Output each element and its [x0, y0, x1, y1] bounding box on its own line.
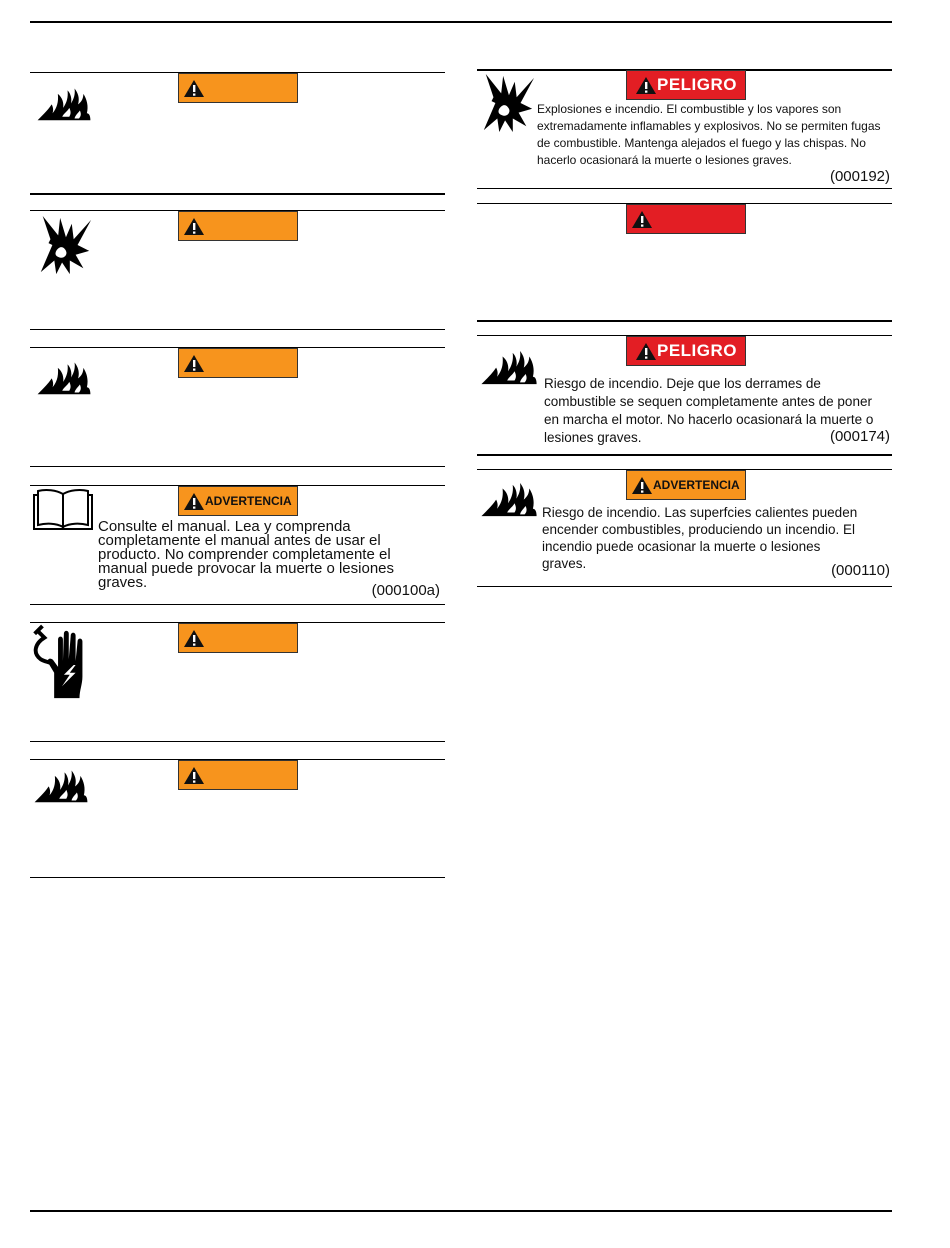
divider: [477, 454, 892, 456]
danger-badge: [626, 336, 746, 366]
explosion-icon: [34, 214, 94, 276]
badge-label: PELIGRO: [656, 75, 737, 94]
warning-triangle-icon: [183, 766, 205, 785]
danger-badge: [626, 204, 746, 234]
warning-badge: [178, 73, 298, 103]
safety-message: Consulte el manual. Lea y comprenda completamente el manual antes de usar el producto. No comprender completamente el manual puede provocar la muerte o lesiones graves.: [98, 518, 395, 591]
badge-label: PELIGRO: [656, 341, 737, 360]
divider: [477, 586, 892, 587]
warning-triangle-icon: [631, 476, 653, 495]
warning-triangle-icon: [635, 342, 657, 361]
warning-badge: [178, 623, 298, 653]
divider: [477, 188, 892, 189]
warning-badge: [178, 486, 298, 516]
badge-label: ADVERTENCIA: [205, 494, 292, 508]
divider: [30, 193, 445, 195]
fire-icon: [34, 78, 94, 122]
warning-triangle-icon: [635, 76, 657, 95]
warning-badge: [178, 211, 298, 241]
message-code: (000100a): [371, 582, 440, 599]
page-bottom-rule: [30, 1210, 892, 1212]
divider: [30, 877, 445, 878]
fire-icon: [34, 352, 94, 396]
electric-shock-hand-icon: [30, 624, 90, 702]
message-code: (000192): [829, 168, 890, 185]
warning-badge: [178, 348, 298, 378]
warning-triangle-icon: [183, 217, 205, 236]
divider: [30, 329, 445, 330]
safety-message: Riesgo de incendio. Deje que los derrames de combustible se sequen completamente antes de poner en marcha el motor. No hacerlo ocasionará la muerte o lesiones graves.: [544, 376, 874, 445]
warning-triangle-icon: [631, 210, 653, 229]
safety-message: Riesgo de incendio. Las superfcies calientes pueden encender combustibles, produciendo un incendio. El incendio puede ocasionar la muerte o lesiones graves.: [542, 505, 858, 571]
badge-label: ADVERTENCIA: [653, 478, 740, 492]
warning-badge: [626, 470, 746, 500]
safety-message: Explosiones e incendio. El combustible y los vapores son extremadamente inflamables y explosivos. No se permiten fugas de combustible. Mantenga alejados el fuego y las chispas. No hacerlo ocasionará la muerte o lesiones graves.: [537, 102, 881, 167]
divider: [30, 466, 445, 467]
warning-badge: [178, 760, 298, 790]
warning-triangle-icon: [183, 354, 205, 373]
page-top-rule: [30, 21, 892, 23]
fire-icon: [478, 472, 540, 518]
fire-icon: [30, 760, 92, 804]
explosion-icon: [478, 72, 536, 134]
fire-icon: [478, 340, 540, 386]
warning-triangle-icon: [183, 492, 205, 511]
warning-triangle-icon: [183, 79, 205, 98]
message-code: (000110): [831, 562, 890, 579]
divider: [30, 741, 445, 742]
manual-book-icon: [32, 487, 94, 531]
message-code: (000174): [829, 428, 890, 445]
divider: [30, 604, 445, 605]
danger-badge: [626, 70, 746, 100]
divider: [477, 320, 892, 322]
warning-triangle-icon: [183, 629, 205, 648]
